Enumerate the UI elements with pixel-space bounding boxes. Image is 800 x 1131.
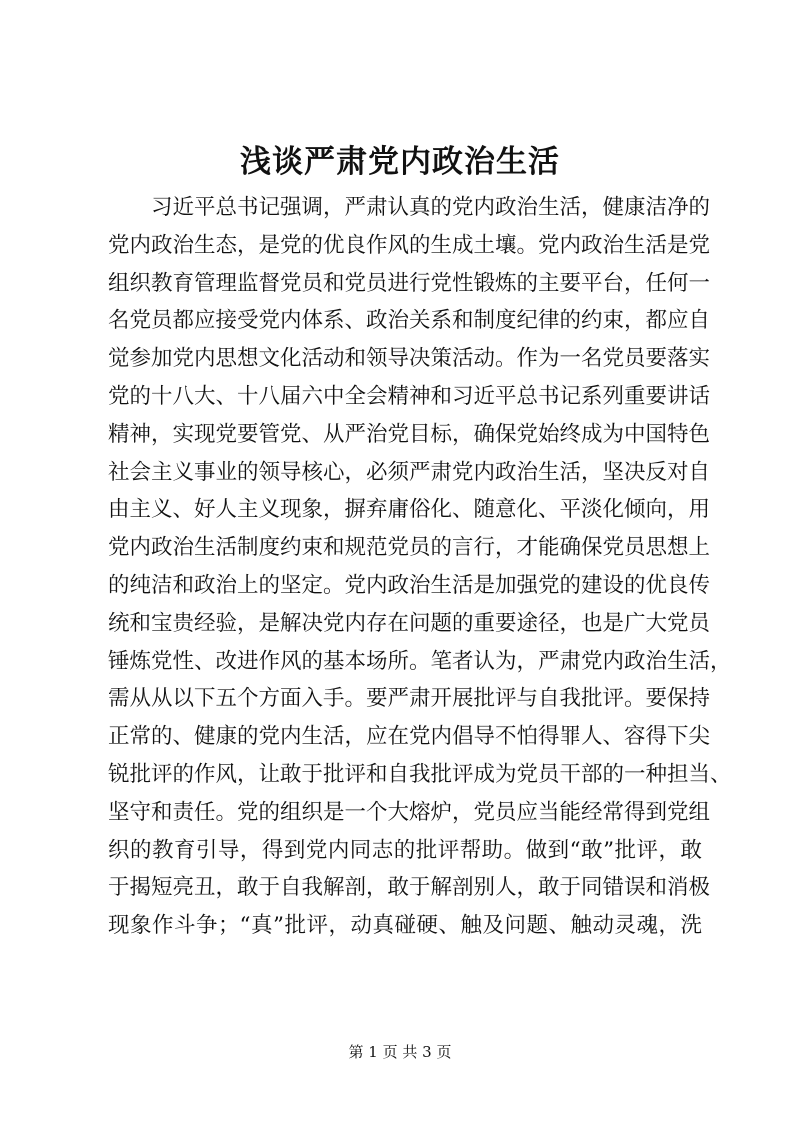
text-line: 党内政治生活制度约束和规范党员的言行，才能确保党员思想上	[108, 535, 711, 561]
text-line: 坚守和责任。党的组织是一个大熔炉，党员应当能经常得到党组	[108, 799, 711, 825]
text-line: 社会主义事业的领导核心，必须严肃党内政治生活，坚决反对自	[108, 459, 711, 485]
text-line: 党的十八大、十八届六中全会精神和习近平总书记系列重要讲话	[108, 383, 711, 409]
text-line: 名党员都应接受党内体系、政治关系和制度纪律的约束，都应自	[108, 308, 711, 334]
text-line: 习近平总书记强调，严肃认真的党内政治生活，健康洁净的	[151, 195, 711, 220]
text-line: 现象作斗争；“真”批评，动真碰硬、触及问题、触动灵魂，洗	[108, 913, 702, 939]
text-line: 正常的、健康的党内生活，应在党内倡导不怕得罪人、容得下尖	[108, 724, 711, 750]
text-line: 需从从以下五个方面入手。要严肃开展批评与自我批评。要保持	[108, 686, 711, 712]
text-line: 织的教育引导，得到党内同志的批评帮助。做到“敢”批评，敢	[108, 837, 702, 863]
text-line: 觉参加党内思想文化活动和领导决策活动。作为一名党员要落实	[108, 346, 711, 372]
text-line: 统和宝贵经验，是解决党内存在问题的重要途径，也是广大党员	[108, 610, 711, 636]
text-line: 党内政治生态，是党的优良作风的生成土壤。党内政治生活是党	[108, 232, 711, 258]
body-paragraph	[108, 189, 732, 945]
text-line: 锐批评的作风，让敢于批评和自我批评成为党员干部的一种担当、	[108, 761, 732, 787]
page-title: 浅谈严肃党内政治生活	[240, 144, 560, 180]
text-line: 于揭短亮丑，敢于自我解剖，敢于解剖别人，敢于同错误和消极	[108, 875, 711, 901]
text-line: 组织教育管理监督党员和党员进行党性锻炼的主要平台，任何一	[108, 270, 711, 296]
text-line: 的纯洁和政治上的坚定。党内政治生活是加强党的建设的优良传	[108, 572, 711, 598]
page-footer: 第 1 页 共 3 页	[348, 1043, 452, 1061]
text-line: 锤炼党性、改进作风的基本场所。笔者认为，严肃党内政治生活，	[108, 648, 732, 674]
text-line: 由主义、好人主义现象，摒弃庸俗化、随意化、平淡化倾向，用	[108, 497, 711, 523]
text-line: 精神，实现党要管党、从严治党目标，确保党始终成为中国特色	[108, 421, 711, 447]
